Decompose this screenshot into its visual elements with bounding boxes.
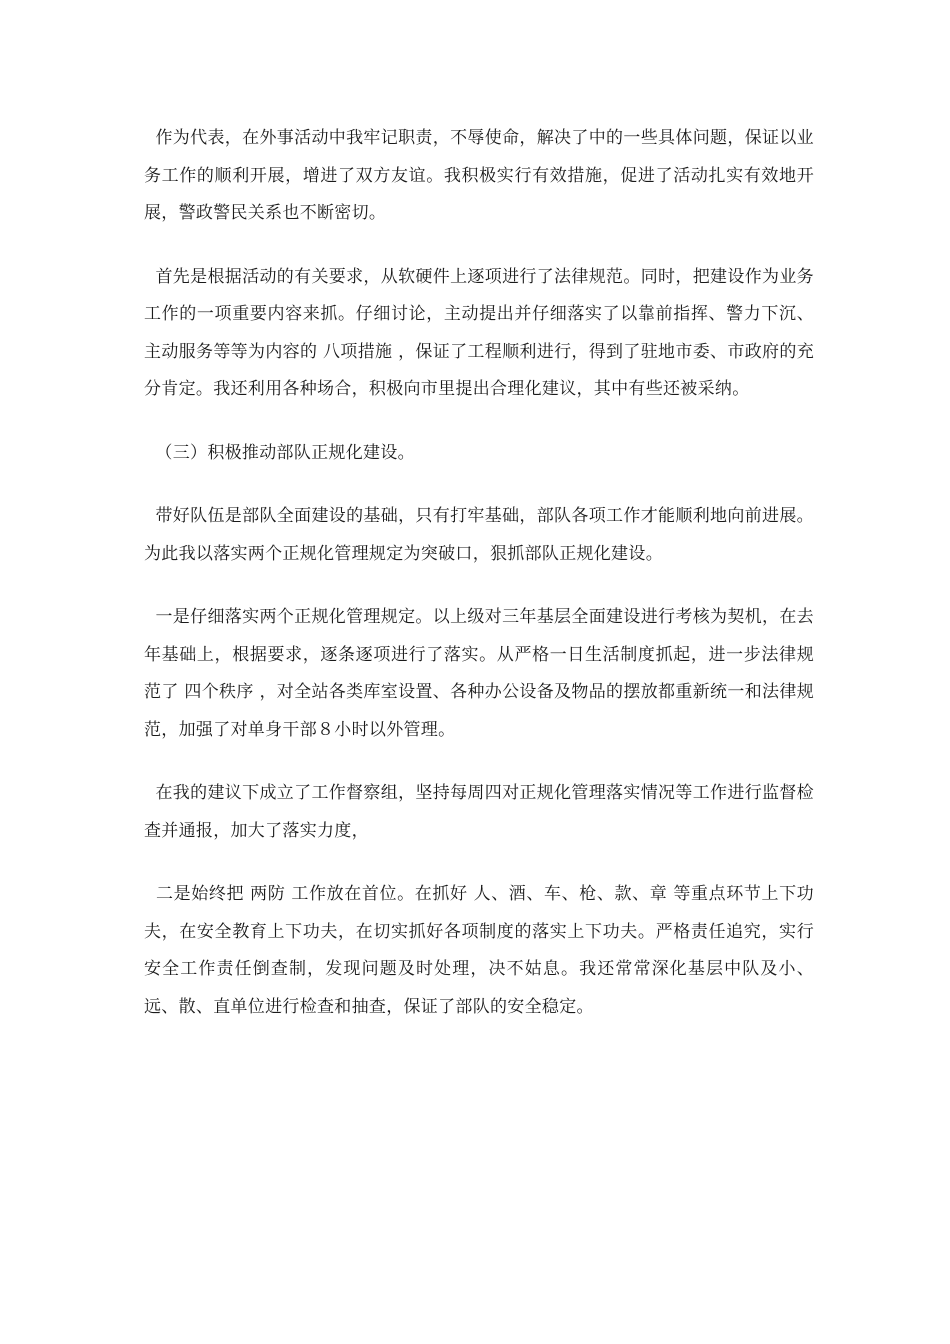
paragraph-legal-standards: 首先是根据活动的有关要求，从软硬件上逐项进行了法律规范。同时，把建设作为业务工作的一项重要内容来抓。仔细讨论，主动提出并仔细落实了以靠前指挥、警力下沉、主动服务等等为内容的 八项措施 ，保证了工程顺利进行，得到了驻地市委、市政府的充分肯定。我还利用各种场合，积极向市里提出合理化建议，其中有些还被采纳。 xyxy=(144,266,814,399)
paragraph-foreign-affairs: 作为代表，在外事活动中我牢记职责，不辱使命，解决了中的一些具体问题，保证以业务工作的顺利开展，增进了双方友谊。我积极实行有效措施，促进了活动扎实有效地开展，警政警民关系也不断密切。 xyxy=(144,128,814,223)
paragraph-inspection-group: 在我的建议下成立了工作督察组，坚持每周四对正规化管理落实情况等工作进行监督检查并通报，加大了落实力度， xyxy=(144,783,814,841)
paragraph-safety-priority: 二是始终把 两防 工作放在首位。在抓好 人、酒、车、枪、款、章 等重点环节上下功夫，在安全教育上下功夫，在切实抓好各项制度的落实上下功夫。严格责任追究，实行安全工作责任倒查制，发现问题及时处理，决不姑息。我还常常深化基层中队及小、远、散、直单位进行检查和抽查，保证了部队的安全稳定。 xyxy=(144,884,814,1017)
paragraph-management-rules: 一是仔细落实两个正规化管理规定。以上级对三年基层全面建设进行考核为契机，在去年基础上，根据要求，逐条逐项进行了落实。从严格一日生活制度抓起，进一步法律规范了 四个秩序 ，对全站各类库室设置、各种办公设备及物品的摆放都重新统一和法律规范，加强了对单身干部８小时以外管理。 xyxy=(144,607,814,740)
section-heading-standardization: （三）积极推动部队正规化建设。 xyxy=(144,442,415,463)
paragraph-team-building: 带好队伍是部队全面建设的基础，只有打牢基础，部队各项工作才能顺利地向前进展。为此我以落实两个正规化管理规定为突破口，狠抓部队正规化建设。 xyxy=(144,506,814,564)
document-body xyxy=(144,120,814,1052)
